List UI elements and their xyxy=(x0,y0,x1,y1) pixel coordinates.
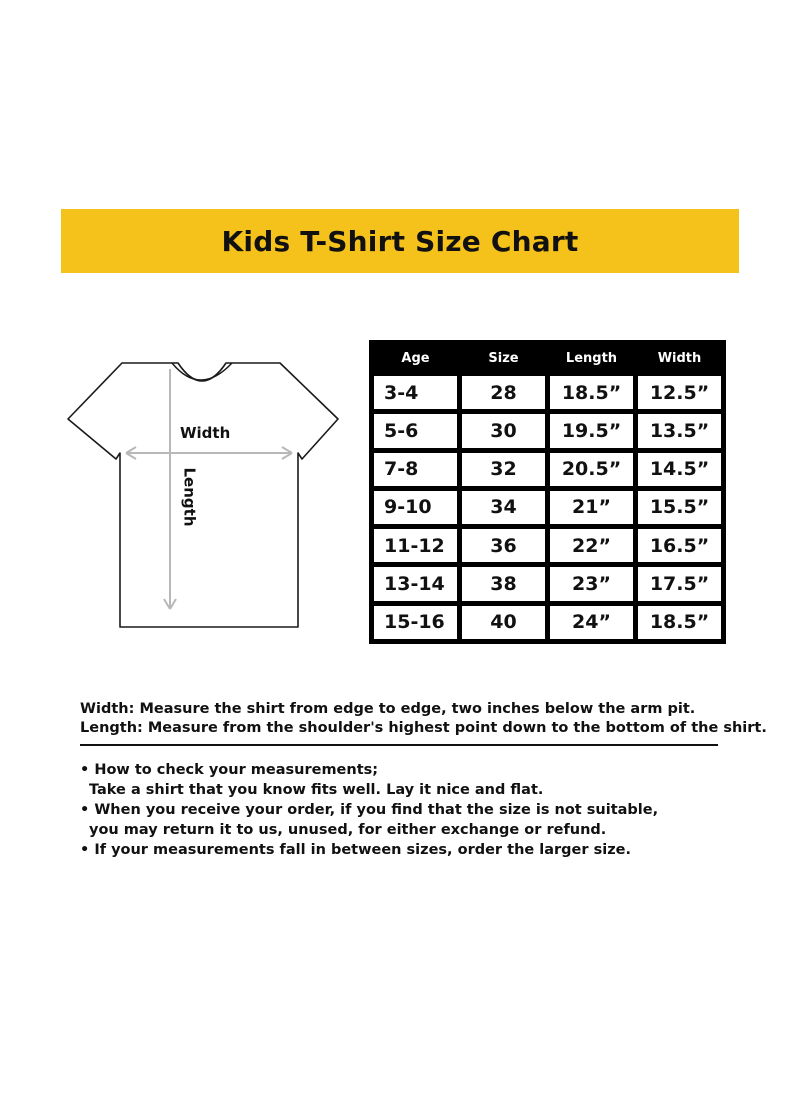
cell-length: 21” xyxy=(550,491,633,524)
cell-age: 5-6 xyxy=(374,414,457,447)
cell-length: 22” xyxy=(550,529,633,562)
size-table xyxy=(369,340,726,644)
cell-width: 16.5” xyxy=(638,529,721,562)
cell-width: 14.5” xyxy=(638,453,721,486)
cell-age: 3-4 xyxy=(374,376,457,409)
tip-line: • If your measurements fall in between sizes, order the larger size. xyxy=(80,842,631,858)
cell-size: 36 xyxy=(462,529,545,562)
width-label: Width xyxy=(180,424,231,442)
table-row xyxy=(374,567,721,600)
tip-line: you may return it to us, unused, for either exchange or refund. xyxy=(89,822,607,838)
cell-size: 34 xyxy=(462,491,545,524)
cell-size: 38 xyxy=(462,567,545,600)
cell-size: 40 xyxy=(462,606,545,639)
measurement-notes xyxy=(80,700,767,860)
tip-line: • When you receive your order, if you find that the size is not suitable, xyxy=(80,802,659,818)
length-note: Length: Measure from the shoulder's highest point down to the bottom of the shirt. xyxy=(80,720,767,736)
tip-line: Take a shirt that you know fits well. Lay it nice and flat. xyxy=(89,782,544,798)
title-banner xyxy=(61,209,739,273)
cell-size: 28 xyxy=(462,376,545,409)
header-size: Size xyxy=(462,345,545,371)
cell-width: 12.5” xyxy=(638,376,721,409)
cell-age: 11-12 xyxy=(374,529,457,562)
length-label: Length xyxy=(180,467,199,527)
cell-age: 13-14 xyxy=(374,567,457,600)
header-length: Length xyxy=(550,345,633,371)
cell-size: 30 xyxy=(462,414,545,447)
header-width: Width xyxy=(638,345,721,371)
tshirt-outline-icon xyxy=(68,363,338,627)
header-age: Age xyxy=(374,345,457,371)
tshirt-diagram xyxy=(60,345,340,635)
table-row xyxy=(374,414,721,447)
cell-width: 17.5” xyxy=(638,567,721,600)
cell-length: 20.5” xyxy=(550,453,633,486)
width-note: Width: Measure the shirt from edge to edge, two inches below the arm pit. xyxy=(80,701,696,717)
cell-size: 32 xyxy=(462,453,545,486)
tip-line: • How to check your measurements; xyxy=(80,762,379,778)
table-row xyxy=(374,376,721,409)
cell-age: 7-8 xyxy=(374,453,457,486)
cell-age: 9-10 xyxy=(374,491,457,524)
table-row xyxy=(374,529,721,562)
cell-length: 24” xyxy=(550,606,633,639)
table-row xyxy=(374,453,721,486)
table-header-row xyxy=(374,345,721,371)
cell-length: 18.5” xyxy=(550,376,633,409)
cell-age: 15-16 xyxy=(374,606,457,639)
cell-length: 23” xyxy=(550,567,633,600)
table-row xyxy=(374,606,721,639)
divider xyxy=(80,744,718,746)
cell-width: 18.5” xyxy=(638,606,721,639)
table-row xyxy=(374,491,721,524)
cell-length: 19.5” xyxy=(550,414,633,447)
page-title: Kids T-Shirt Size Chart xyxy=(221,224,579,258)
cell-width: 13.5” xyxy=(638,414,721,447)
cell-width: 15.5” xyxy=(638,491,721,524)
